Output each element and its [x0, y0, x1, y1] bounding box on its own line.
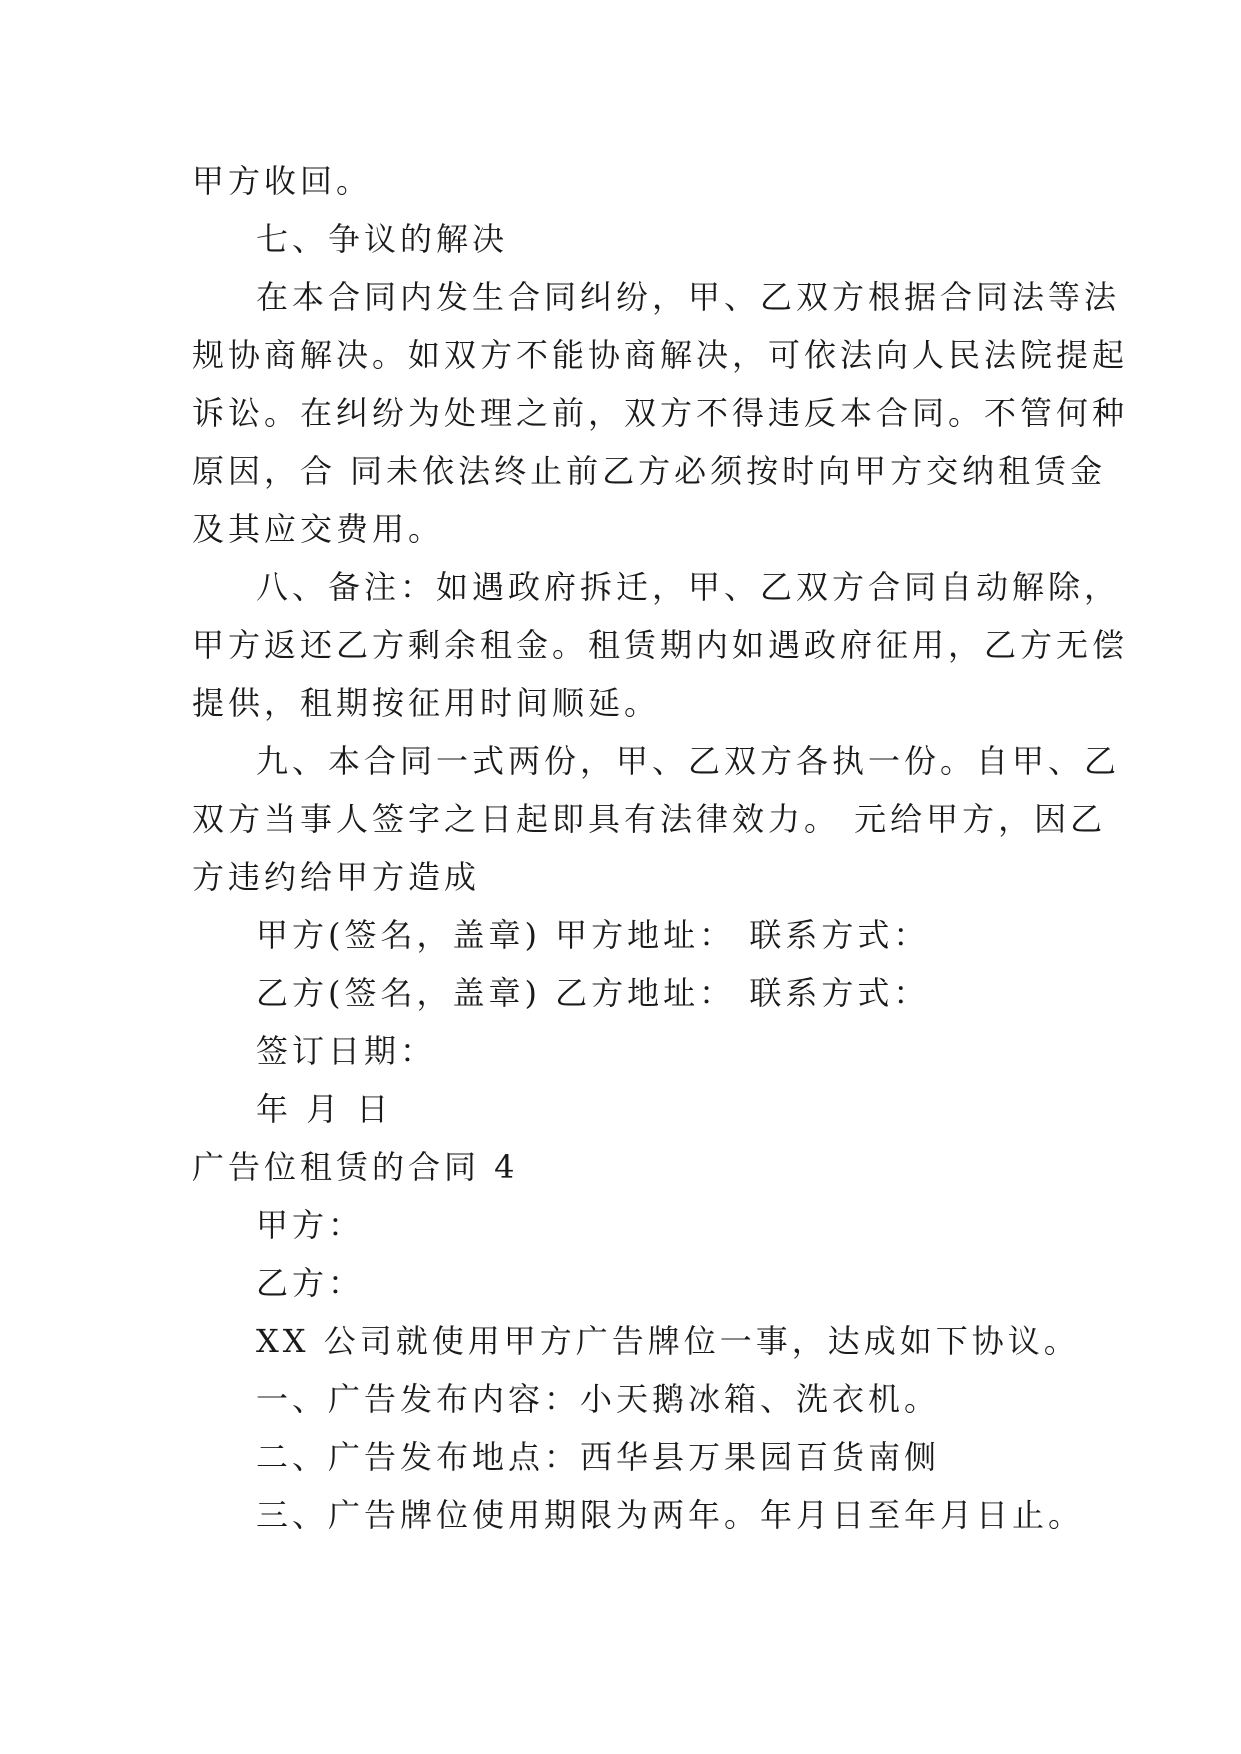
paragraph-line: 及其应交费用。	[192, 510, 445, 548]
clause-line: 二、广告发布地点：西华县万果园百货南侧	[256, 1438, 941, 1476]
party-b-label: 乙方：	[256, 1264, 365, 1302]
signing-date-label: 签订日期：	[256, 1032, 437, 1070]
paragraph-line: 诉讼。在纠纷为处理之前，双方不得违反本合同。不管何种	[192, 394, 1129, 432]
paragraph-line: 八、备注：如遇政府拆迁，甲、乙双方合同自动解除，	[256, 568, 1121, 606]
clause-line: 一、广告发布内容：小天鹅冰箱、洗衣机。	[256, 1380, 941, 1418]
signature-line-party-a: 甲方(签名，盖章) 甲方地址： 联系方式：	[256, 916, 930, 954]
paragraph-line: 方违约给甲方造成	[192, 858, 481, 896]
paragraph-line: 甲方收回。	[192, 162, 373, 200]
party-a-label: 甲方：	[256, 1206, 365, 1244]
date-placeholder: 年 月 日	[256, 1090, 393, 1128]
paragraph-line: XX 公司就使用甲方广告牌位一事，达成如下协议。	[256, 1322, 1080, 1360]
paragraph-line: 双方当事人签字之日起即具有法律效力。 元给甲方，因乙	[192, 800, 1107, 838]
paragraph-line: 提供，租期按征用时间顺延。	[192, 684, 661, 722]
paragraph-line: 在本合同内发生合同纠纷，甲、乙双方根据合同法等法	[256, 278, 1121, 316]
clause-line: 三、广告牌位使用期限为两年。年月日至年月日止。	[256, 1496, 1085, 1534]
paragraph-line: 规协商解决。如双方不能协商解决，可依法向人民法院提起	[192, 336, 1129, 374]
signature-line-party-b: 乙方(签名，盖章) 乙方地址： 联系方式：	[256, 974, 930, 1012]
paragraph-line: 九、本合同一式两份，甲、乙双方各执一份。自甲、乙	[256, 742, 1121, 780]
document-body	[192, 152, 1129, 1544]
contract-title: 广告位租赁的合同 4	[192, 1148, 519, 1186]
paragraph-line: 原因，合 同未依法终止前乙方必须按时向甲方交纳租赁金	[192, 452, 1107, 490]
paragraph-line: 甲方返还乙方剩余租金。租赁期内如遇政府征用，乙方无偿	[192, 626, 1129, 664]
section-heading: 七、争议的解决	[256, 220, 509, 258]
